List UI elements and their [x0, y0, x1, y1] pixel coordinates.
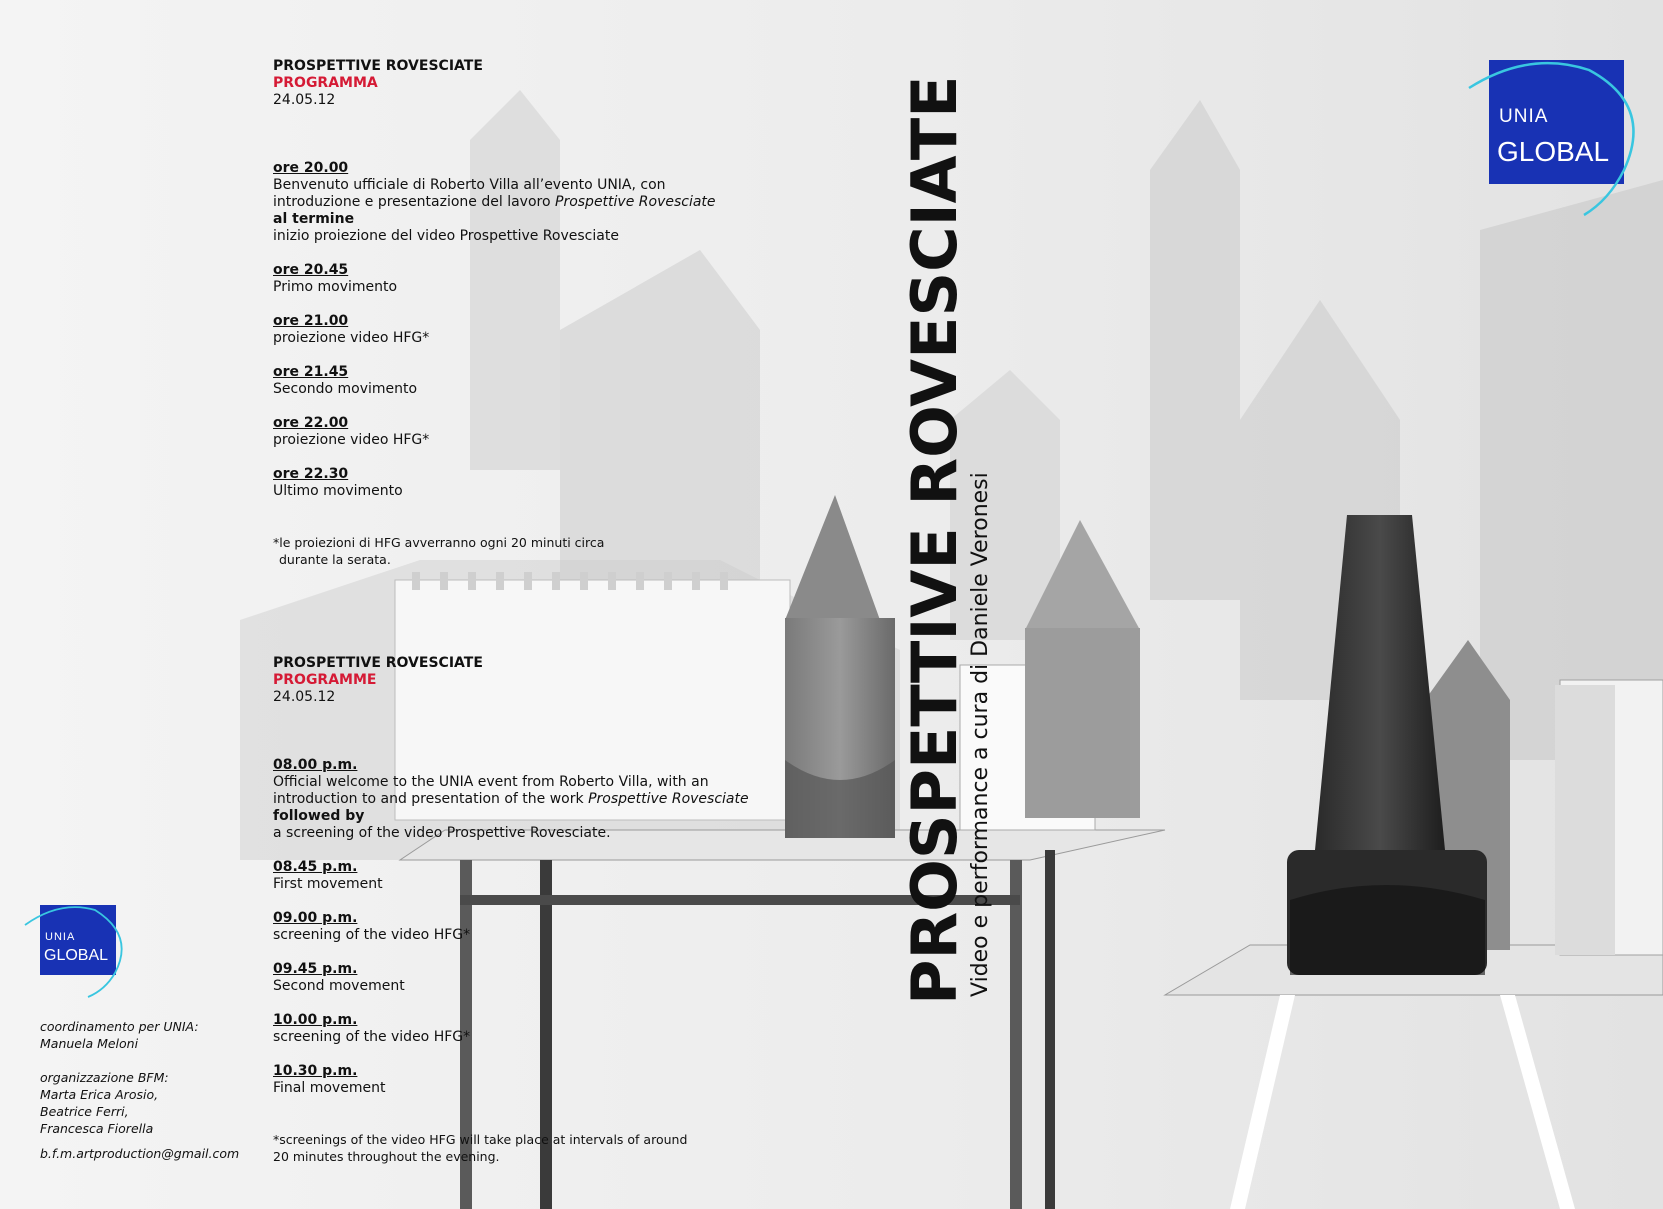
entry-text: proiezione video HFG* — [273, 330, 430, 346]
credit-label: organizzazione BFM: — [40, 1070, 169, 1085]
entry-italic: Prospettive Rovesciate — [555, 194, 716, 210]
program-entry — [273, 961, 793, 995]
program-note — [273, 1131, 793, 1165]
logo-arc-icon — [1489, 60, 1624, 184]
program-entry — [273, 160, 793, 245]
credit-name: Beatrice Ferri, — [40, 1104, 129, 1119]
program-entry — [273, 313, 793, 347]
entry-italic: Prospettive Rovesciate — [588, 791, 749, 807]
credit-label: coordinamento per UNIA: — [40, 1019, 199, 1034]
program-italian — [273, 58, 793, 568]
logo-line-2: GLOBAL — [1497, 136, 1610, 167]
program-subtitle: PROGRAMME — [273, 672, 377, 688]
entry-text: screening of the video HFG* — [273, 927, 471, 943]
credits — [40, 1018, 239, 1162]
program-entry — [273, 910, 793, 944]
entry-text: screening of the video HFG* — [273, 1029, 471, 1045]
contact-email[interactable]: b.f.m.artproduction@gmail.com — [40, 1146, 240, 1161]
entry-text: Official welcome to the UNIA event from Roberto Villa, with an — [273, 774, 709, 790]
entry-time: ore 21.00 — [273, 313, 349, 329]
entry-time: 08.45 p.m. — [273, 859, 358, 875]
program-note — [273, 534, 793, 568]
logo-line-1: UNIA — [1499, 106, 1549, 127]
entry-time: 09.00 p.m. — [273, 910, 358, 926]
program-entry — [273, 262, 793, 296]
program-date: 24.05.12 — [273, 689, 336, 705]
entry-time: 10.00 p.m. — [273, 1012, 358, 1028]
credit-name: Manuela Meloni — [40, 1036, 139, 1051]
entry-text: introduzione e presentazione del lavoro — [273, 194, 555, 210]
entry-bold: followed by — [273, 808, 365, 824]
credit-name: Francesca Fiorella — [40, 1121, 154, 1136]
entry-time: 09.45 p.m. — [273, 961, 358, 977]
vertical-subtitle: Video e performance a cura di Daniele Veronesi — [968, 472, 993, 997]
note-line: 20 minutes throughout the evening. — [273, 1149, 500, 1164]
entry-time: ore 20.00 — [273, 160, 349, 176]
program-date: 24.05.12 — [273, 92, 336, 108]
entry-text: introduction to and presentation of the work — [273, 791, 589, 807]
program-subtitle: PROGRAMMA — [273, 75, 378, 91]
entry-time: ore 22.00 — [273, 415, 349, 431]
entry-bold: al termine — [273, 211, 355, 227]
program-title: PROSPETTIVE ROVESCIATE — [273, 58, 483, 74]
entry-time: 10.30 p.m. — [273, 1063, 358, 1079]
entry-text: Ultimo movimento — [273, 483, 403, 499]
program-entry — [273, 1063, 793, 1097]
entry-text: inizio proiezione del video Prospettive Rovesciate — [273, 228, 619, 244]
program-entry — [273, 466, 793, 500]
vertical-title: PROSPETTIVE ROVESCIATE — [898, 75, 971, 1005]
entry-text: Primo movimento — [273, 279, 398, 295]
note-line: durante la serata. — [279, 552, 391, 567]
entry-time: ore 21.45 — [273, 364, 349, 380]
unia-global-logo-small — [40, 905, 116, 975]
entry-text: proiezione video HFG* — [273, 432, 430, 448]
credit-name: Marta Erica Arosio, — [40, 1087, 159, 1102]
logo-arc-icon — [40, 905, 116, 975]
entry-text: Final movement — [273, 1080, 386, 1096]
entry-text: Benvenuto ufficiale di Roberto Villa all’evento UNIA, con — [273, 177, 666, 193]
entry-time: 08.00 p.m. — [273, 757, 358, 773]
note-line: *screenings of the video HFG will take place at intervals of around — [273, 1132, 688, 1147]
program-english — [273, 655, 793, 1165]
program-entry — [273, 364, 793, 398]
entry-text: First movement — [273, 876, 383, 892]
logo-line-2: GLOBAL — [44, 947, 109, 964]
program-entry — [273, 1012, 793, 1046]
entry-time: ore 20.45 — [273, 262, 349, 278]
entry-text: Second movement — [273, 978, 405, 994]
program-title: PROSPETTIVE ROVESCIATE — [273, 655, 483, 671]
entry-text: a screening of the video Prospettive Rovesciate. — [273, 825, 611, 841]
entry-text: Secondo movimento — [273, 381, 418, 397]
program-entry — [273, 757, 793, 842]
entry-time: ore 22.30 — [273, 466, 349, 482]
program-entry — [273, 859, 793, 893]
program-entry — [273, 415, 793, 449]
logo-line-1: UNIA — [45, 931, 76, 943]
unia-global-logo — [1489, 60, 1624, 184]
note-line: *le proiezioni di HFG avverranno ogni 20 minuti circa — [273, 535, 605, 550]
